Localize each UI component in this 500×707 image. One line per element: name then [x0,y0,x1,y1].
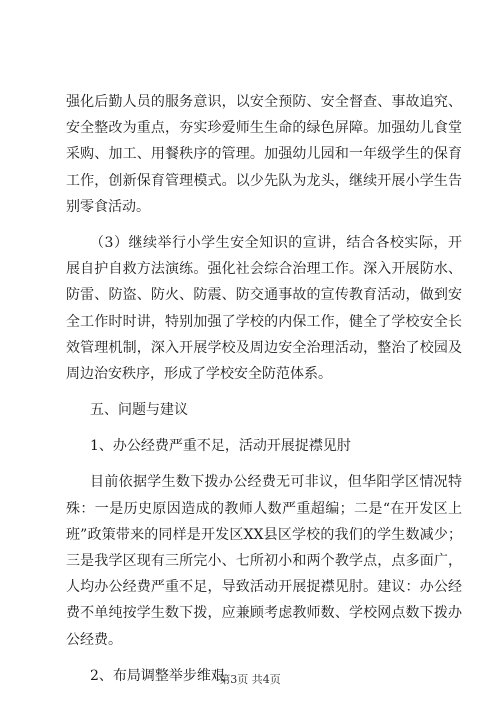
paragraph-line: 采购、加工、用餐秩序的管理。加强幼儿园和一年级学生的保育 [66,146,462,163]
paragraph-line: 人均办公经费严重不足，导致活动开展捉襟见肘。建议：办公经 [66,579,462,596]
paragraph-line: 公经费。 [66,631,122,648]
subsection-heading: 2、布局调整举步维艰 [90,667,225,684]
paragraph-gap [66,653,462,663]
paragraph-gap [66,220,462,230]
paragraph-line: 班”政策带来的同样是开发区XX县区学校的我们的学生数减少； [66,526,462,543]
paragraph-line: 全工作时时讲，特别加强了学校的内保工作，健全了学校安全长 [66,313,462,330]
paragraph-line: 展自护自救方法演练。强化社会综合治理工作。深入开展防水、 [66,261,462,278]
section-heading: 五、问题与建议 [90,402,188,419]
paragraph-gap [66,459,462,469]
paragraph-line: 效管理机制，深入开展学校及周边安全治理活动，整治了校园及 [66,339,462,356]
paragraph-line: 防雷、防盗、防火、防震、防交通事故的宣传教育活动，做到安 [66,287,462,304]
page-number: 第3页 共4页 [219,673,281,686]
subsection-heading: 1、办公经费严重不足，活动开展捉襟见肘 [90,438,351,455]
paragraph-gap [66,387,462,397]
paragraph-line: 别零食活动。 [66,198,150,215]
paragraph-line: 强化后勤人员的服务意识，以安全预防、安全督查、事故追究、 [66,94,462,110]
paragraph-line: 周边治安秩序，形成了学校安全防范体系。 [66,365,332,382]
paragraph-line: 工作，创新保育管理模式。以少先队为龙头，继续开展小学生告 [66,172,462,189]
paragraph-gap [66,423,462,433]
paragraph-line: 三是我学区现有三所完小、七所初小和两个教学点，点多面广， [66,553,462,569]
document-body [66,89,462,689]
paragraph-line: 安全整改为重点，夯实珍爱师生生命的绿色屏障。加强幼儿食堂 [66,120,462,137]
paragraph-line: （3）继续举行小学生安全知识的宣讲，结合各校实际，开 [90,234,462,251]
paragraph-line: 费不单纯按学生数下拨，应兼顾考虑教师数、学校网点数下拨办 [66,605,462,622]
paragraph-line: 目前依据学生数下拨办公经费无可非议，但华阳学区情况特 [90,474,462,491]
paragraph-line: 殊：一是历史原因造成的教师人数严重超编；二是“在开发区上 [66,500,462,517]
